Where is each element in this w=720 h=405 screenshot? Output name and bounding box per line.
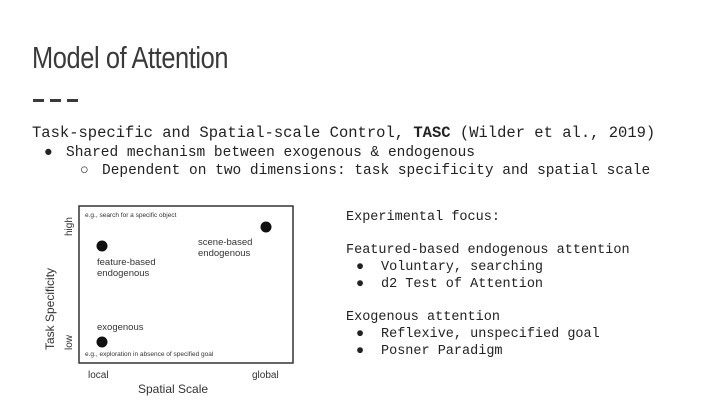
title-underline-dash-1 — [33, 99, 44, 102]
feature-endogenous-point — [97, 241, 108, 252]
top-note: e.g., search for a specific object — [85, 212, 177, 219]
hollow-circle-icon: ○ — [80, 163, 89, 179]
x-axis-label: Spatial Scale — [138, 382, 209, 396]
intro-sub-bullet — [80, 163, 650, 179]
endogenous-heading: Featured-based endogenous attention — [346, 243, 630, 258]
endogenous-item-1-text: Voluntary, searching — [381, 260, 544, 275]
title-underline-dash-2 — [50, 99, 61, 102]
bullet-dot-icon: ● — [356, 327, 365, 342]
bullet-dot-icon: ● — [356, 344, 365, 359]
feature-label-2: endogenous — [97, 268, 150, 279]
scene-label-2: endogenous — [198, 248, 251, 259]
tasc-diagram — [40, 200, 310, 400]
exogenous-point — [97, 337, 108, 348]
intro-bullet — [44, 145, 475, 161]
endogenous-item-1 — [356, 260, 543, 275]
endogenous-item-2-text: d2 Test of Attention — [381, 277, 544, 292]
endogenous-item-2 — [356, 277, 543, 292]
y-low-label: low — [64, 334, 75, 350]
bottom-note: e.g., exploration in absence of specified goal — [85, 351, 214, 358]
exogenous-label: exogenous — [97, 322, 144, 333]
focus-heading: Experimental focus: — [346, 210, 500, 225]
intro-part2: (Wilder et al., 2019) — [450, 124, 656, 142]
exogenous-item-2 — [356, 344, 503, 359]
exogenous-heading: Exogenous attention — [346, 310, 500, 325]
diagram-frame — [79, 206, 293, 363]
slide-title: Model of Attention — [32, 40, 229, 75]
exogenous-item-2-text: Posner Paradigm — [381, 344, 503, 359]
exogenous-item-1 — [356, 327, 600, 342]
intro-sub-bullet-text: Dependent on two dimensions: task specificity and spatial scale — [102, 163, 651, 179]
title-underline-dash-3 — [67, 99, 78, 102]
y-high-label: high — [64, 217, 75, 236]
feature-label-1: feature-based — [97, 257, 156, 268]
intro-part1: Task-specific and Spatial-scale Control, — [32, 124, 414, 142]
intro-bullet-text: Shared mechanism between exogenous & endogenous — [66, 145, 475, 161]
bullet-dot-icon: ● — [356, 260, 365, 275]
scene-label-1: scene-based — [198, 237, 253, 248]
bullet-dot-icon: ● — [356, 277, 365, 292]
x-global-label: global — [252, 370, 279, 381]
exogenous-item-1-text: Reflexive, unspecified goal — [381, 327, 600, 342]
intro-acronym: TASC — [413, 124, 451, 142]
intro-line — [32, 124, 655, 142]
scene-endogenous-point — [261, 222, 272, 233]
x-local-label: local — [88, 370, 109, 381]
tasc-diagram-svg — [40, 200, 310, 400]
y-axis-label: Task Specificity — [43, 267, 57, 350]
bullet-dot-icon: ● — [44, 145, 53, 161]
